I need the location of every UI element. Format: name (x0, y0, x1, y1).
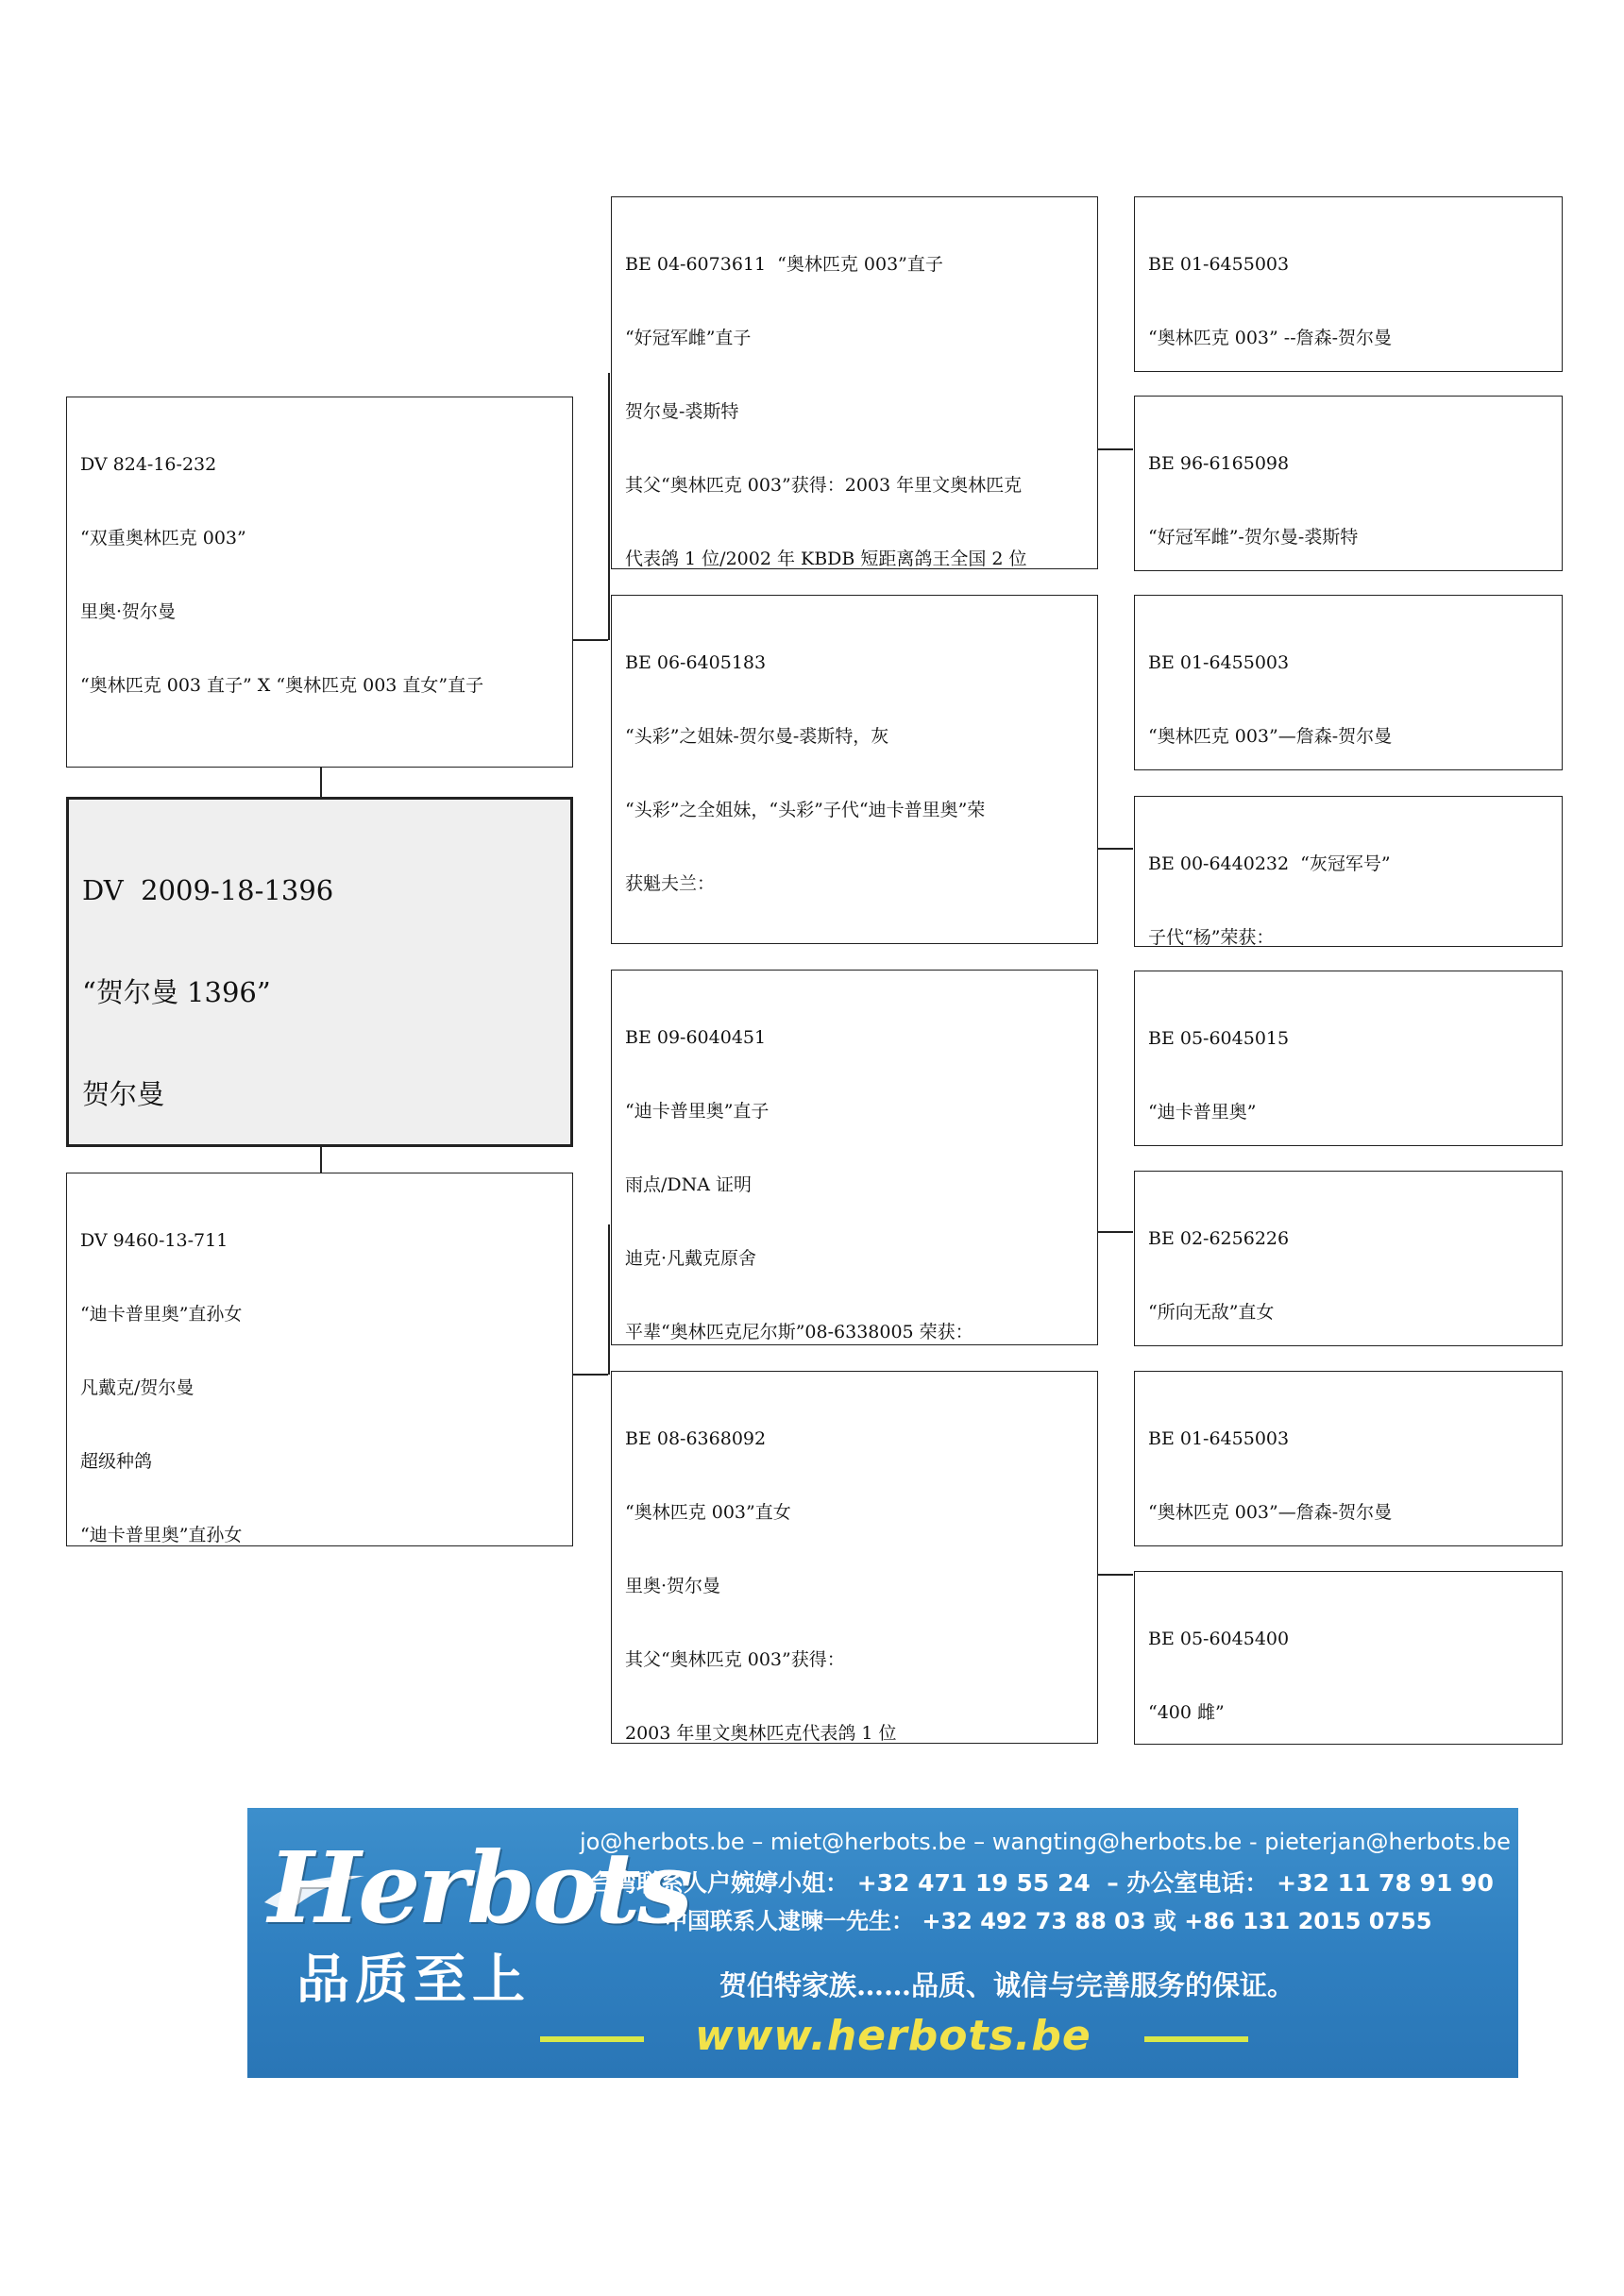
connector-dd-right (1097, 1574, 1133, 1576)
dam-note-line: 超级种鸽 (80, 1451, 153, 1472)
ds-line: “迪卡普里奥”直子 (625, 1101, 770, 1122)
dam-note-line: “迪卡普里奥”直孙女 (80, 1525, 243, 1545)
connector-subject-sire (320, 767, 322, 797)
g3-ring-number: BE 01-6455003 (1148, 652, 1290, 673)
g1-line: “奥林匹克 003” --詹森-贺尔曼 (1148, 328, 1393, 348)
dd-line: 里奥·贺尔曼 (625, 1576, 721, 1596)
g8-ring-number: BE 05-6045400 (1148, 1629, 1290, 1649)
sd-line: 获魁夫兰： (625, 873, 716, 894)
ggp-box-4 (1134, 796, 1563, 947)
connector-dam-right (572, 1374, 608, 1376)
sd-ring-number: BE 06-6405183 (625, 652, 767, 673)
subject-breeder: 贺尔曼 (82, 1078, 165, 1110)
dd-line: 2003 年里文奥林匹克代表鸽 1 位 (625, 1723, 897, 1744)
g5-ring-number: BE 05-6045015 (1148, 1028, 1290, 1049)
dam-box (66, 1173, 573, 1546)
g2-ring-number: BE 96-6165098 (1148, 453, 1290, 474)
sd-line: “头彩”之姐妹-贺尔曼-裘斯特，灰 (625, 726, 889, 747)
sire-pedigree-note: “奥林匹克 003 直子” X “奥林匹克 003 直女”直子 (80, 675, 484, 696)
ss-ring-number: BE 04-6073611 “奥林匹克 003”直子 (625, 254, 943, 275)
connector-ss-right (1097, 448, 1133, 450)
dd-line: 其父“奥林匹克 003”获得： (625, 1649, 845, 1670)
sire-box (66, 397, 573, 768)
herbots-banner (247, 1808, 1518, 2078)
ggp-box-2 (1134, 396, 1563, 571)
g7-ring-number: BE 01-6455003 (1148, 1428, 1290, 1449)
ggp-box-5 (1134, 971, 1563, 1146)
ggp-box-7 (1134, 1371, 1563, 1546)
dam-ring-number: DV 9460-13-711 (80, 1230, 228, 1251)
dam-dam-box (611, 1371, 1098, 1744)
g2-line: “好冠军雌”-贺尔曼-裘斯特 (1148, 527, 1359, 548)
g4-ring-number: BE 00-6440232 “灰冠军号” (1148, 853, 1391, 874)
ds-line: 迪克·凡戴克原舍 (625, 1248, 757, 1269)
ss-line: 代表鸽 1 位/2002 年 KBDB 短距离鸽王全国 2 位 (625, 549, 1027, 569)
ss-line: 贺尔曼-裘斯特 (625, 401, 739, 422)
banner-taiwan-contact: 台湾联系人户婉婷小姐： +32 471 19 55 24 – 办公室电话： +32 11 78 91 90 (589, 1869, 1494, 1897)
g6-ring-number: BE 02-6256226 (1148, 1228, 1290, 1249)
banner-emails[interactable]: jo@herbots.be – miet@herbots.be – wangting@herbots.be - pieterjan@herbots.be (580, 1829, 1511, 1855)
connector-dam-fork (608, 1224, 610, 1375)
g6-line: “所向无敌”直女 (1148, 1302, 1275, 1323)
ds-line: 平辈“奥林匹克尼尔斯”08-6338005 荣获： (625, 1322, 973, 1342)
ds-line: 雨点/DNA 证明 (625, 1174, 753, 1195)
dam-breeder: 凡戴克/贺尔曼 (80, 1377, 195, 1398)
connector-sire-fork (608, 373, 610, 640)
subject-ring-number: DV 2009-18-1396 (82, 874, 334, 906)
ggp-box-1 (1134, 196, 1563, 372)
g4-line: 子代“杨”荣获： (1148, 927, 1275, 947)
banner-divider-right (1144, 2036, 1248, 2042)
g7-line: “奥林匹克 003”—詹森-贺尔曼 (1148, 1502, 1393, 1523)
dd-ring-number: BE 08-6368092 (625, 1428, 767, 1449)
ggp-box-3 (1134, 595, 1563, 770)
ds-ring-number: BE 09-6040451 (625, 1027, 767, 1048)
herbots-logo: Herbots (268, 1830, 690, 1946)
dam-sire-box (611, 970, 1098, 1345)
banner-slogan: 品质至上 (296, 1950, 531, 2011)
sd-line: “头彩”之全姐妹，“头彩”子代“迪卡普里奥”荣 (625, 800, 986, 820)
connector-sire-right (572, 639, 608, 641)
sire-breeder: 里奥·贺尔曼 (80, 601, 177, 622)
g5-line: “迪卡普里奥” (1148, 1102, 1257, 1123)
ggp-box-8 (1134, 1571, 1563, 1745)
connector-ds-right (1097, 1231, 1133, 1233)
dam-name: “迪卡普里奥”直孙女 (80, 1304, 243, 1325)
banner-china-contact: 中国联系人逮暕一先生： +32 492 73 88 03 或 +86 131 2015 0755 (665, 1908, 1432, 1934)
subject-pigeon-box (66, 797, 573, 1147)
sire-name: “双重奥林匹克 003” (80, 528, 246, 549)
g3-line: “奥林匹克 003”—詹森-贺尔曼 (1148, 726, 1393, 747)
sire-sire-box (611, 196, 1098, 569)
ggp-box-6 (1134, 1171, 1563, 1346)
ss-line: 其父“奥林匹克 003”获得：2003 年里文奥林匹克 (625, 475, 1023, 496)
dd-line: “奥林匹克 003”直女 (625, 1502, 791, 1523)
g8-line: “400 雌” (1148, 1702, 1225, 1723)
sire-ring-number: DV 824-16-232 (80, 454, 217, 475)
sire-dam-box (611, 595, 1098, 944)
connector-sd-right (1097, 848, 1133, 850)
banner-divider-left (540, 2036, 644, 2042)
ss-line: “好冠军雌”直子 (625, 328, 752, 348)
banner-website-link[interactable]: www.herbots.be (695, 2012, 1091, 2060)
connector-subject-dam (320, 1146, 322, 1173)
g1-ring-number: BE 01-6455003 (1148, 254, 1290, 275)
banner-tagline: 贺伯特家族……品质、诚信与完善服务的保证。 (719, 1969, 1295, 2001)
subject-name: “贺尔曼 1396” (82, 976, 271, 1008)
